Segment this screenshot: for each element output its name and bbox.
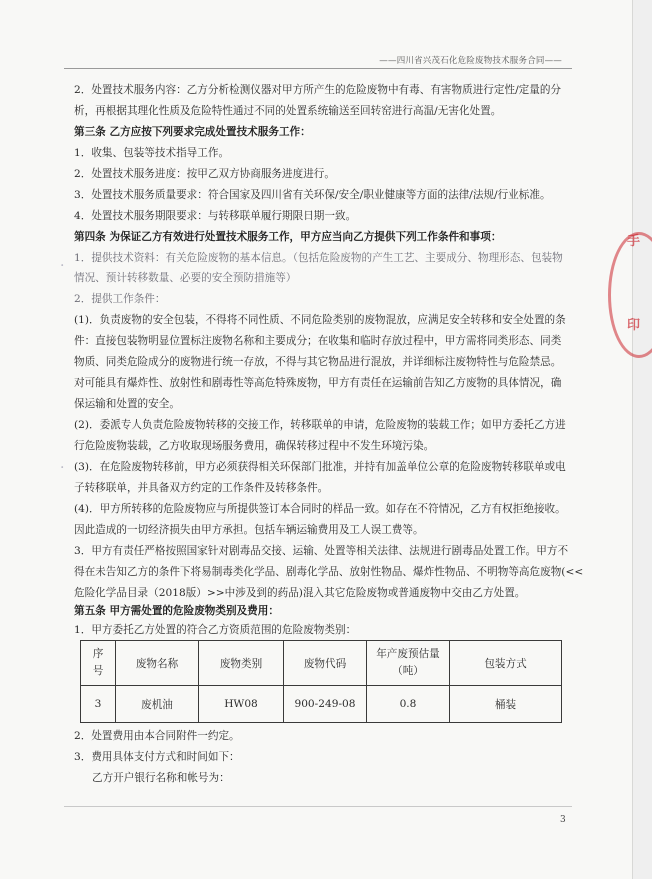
text-line: 件：直接包装物明显位置标注废物名称和主要成分；在收集和临时存放过程中，甲方需将同类形态、同类 bbox=[74, 335, 562, 347]
text-line: 保运输和处置的安全。 bbox=[74, 398, 180, 410]
table-row bbox=[81, 686, 562, 723]
text-line: 3．处置技术服务质量要求：符合国家及四川省有关环保/安全/职业健康等方面的法律/法规/行业标准。 bbox=[74, 189, 551, 201]
text-line: (2)．委派专人负责危险废物转移的交接工作，转移联单的申请，危险废物的装载工作；如甲方委托乙方进 bbox=[74, 419, 566, 431]
text-line: 4．处置技术服务期限要求：与转移联单履行期限日期一致。 bbox=[74, 210, 357, 222]
text-line: 子转移联单，并具备双方约定的工作条件及转移条件。 bbox=[74, 482, 329, 494]
scan-mark: · bbox=[60, 460, 65, 476]
table-header-cell: 年产废预估量 （吨） bbox=[367, 641, 450, 686]
table-header-cell: 序 号 bbox=[81, 641, 116, 686]
text-line: 行危险废物装载，乙方收取现场服务费用，确保转移过程中不发生环境污染。 bbox=[74, 440, 435, 452]
article-heading: 第三条 乙方应按下列要求完成处置技术服务工作： bbox=[74, 126, 311, 138]
text-line: 对可能具有爆炸性、放射性和剧毒性等高危特殊废物，甲方有责任在运输前告知乙方废物的具体情况，确 bbox=[74, 377, 562, 389]
running-header: ——四川省兴茂石化危险废物技术服务合同—— bbox=[379, 56, 562, 66]
table-cell: 900-249-08 bbox=[284, 686, 367, 723]
article-heading: 第四条 为保证乙方有效进行处置技术服务工作，甲方应当向乙方提供下列工作条件和事项： bbox=[74, 231, 502, 243]
table-cell: 0.8 bbox=[367, 686, 450, 723]
text-line: 3．费用具体支付方式和时间如下： bbox=[74, 751, 240, 763]
text-line: 3．甲方有责任严格按照国家针对剧毒品交接、运输、处置等相关法律、法规进行剧毒品处置工作。甲方不 bbox=[74, 545, 569, 557]
text-line: 2．处置技术服务进度：按甲乙双方协商服务进度进行。 bbox=[74, 168, 335, 180]
text-line: 物质、同类危险成分的废物进行统一存放，不得与其它物品进行混放，并详细标注废物特性与危险禁忌。 bbox=[74, 356, 562, 368]
table-cell: 桶装 bbox=[450, 686, 562, 723]
table-cell: HW08 bbox=[199, 686, 284, 723]
stamp-char: 印 bbox=[626, 318, 640, 333]
text-line: 情况、预计转移数量、必要的安全预防措施等） bbox=[74, 272, 297, 284]
table-header-cell: 废物类别 bbox=[199, 641, 284, 686]
scan-mark: · bbox=[60, 258, 65, 274]
text-line: (3)．在危险废物转移前，甲方必须获得相关环保部门批准，并持有加盖单位公章的危险废物转移联单或电 bbox=[74, 461, 566, 473]
text-line: 1．甲方委托乙方处置的符合乙方资质范围的危险废物类别： bbox=[74, 624, 357, 636]
table-header-row bbox=[81, 641, 562, 686]
waste-table bbox=[80, 640, 562, 723]
header-rule bbox=[64, 68, 572, 69]
text-line: 2．提供工作条件： bbox=[74, 293, 166, 305]
footer-rule bbox=[64, 806, 572, 807]
page-number: 3 bbox=[560, 815, 566, 825]
text-line: 1．收集、包装等技术指导工作。 bbox=[74, 147, 230, 159]
text-line: 2．处置费用由本合同附件一约定。 bbox=[74, 730, 240, 742]
table-cell: 废机油 bbox=[116, 686, 199, 723]
text-line: 析，再根据其理化性质及危险特性通过不同的处置系统输送至回转窑进行高温/无害化处置。 bbox=[74, 105, 502, 117]
stamp-char: 手 bbox=[626, 234, 640, 249]
text-line: 危险化学品目录（2018版）>>中涉及到的药品)混入其它危险废物或普通废物中交由乙方处置。 bbox=[74, 587, 526, 599]
table-header-cell: 废物名称 bbox=[116, 641, 199, 686]
table-cell: 3 bbox=[81, 686, 116, 723]
table-header-cell: 废物代码 bbox=[284, 641, 367, 686]
text-line: 乙方开户银行名称和帐号为： bbox=[92, 772, 230, 784]
text-line: (1)．负责废物的安全包装，不得将不同性质、不同危险类别的废物混放，应满足安全转移和安全处置的条 bbox=[74, 314, 566, 326]
text-line: 2．处置技术服务内容：乙方分析检测仪器对甲方所产生的危险废物中有毒、有害物质进行定性/定量的分 bbox=[74, 84, 562, 96]
article-heading: 第五条 甲方需处置的危险废物类别及费用： bbox=[74, 605, 279, 617]
text-line: 因此造成的一切经济损失由甲方承担。包括车辆运输费用及工人误工费等。 bbox=[74, 524, 424, 536]
table-header-cell: 包装方式 bbox=[450, 641, 562, 686]
text-line: 1．提供技术资料：有关危险废物的基本信息。（包括危险废物的产生工艺、主要成分、物理形态、包装物 bbox=[74, 252, 563, 264]
text-line: (4)．甲方所转移的危险废物应与所提供签订本合同时的样品一致。如存在不符情况，乙方有权拒绝接收。 bbox=[74, 503, 566, 515]
text-line: 得在未告知乙方的条件下将易制毒类化学品、剧毒化学品、放射性物品、爆炸性物品、不明物等高危废物(<< bbox=[74, 566, 584, 578]
